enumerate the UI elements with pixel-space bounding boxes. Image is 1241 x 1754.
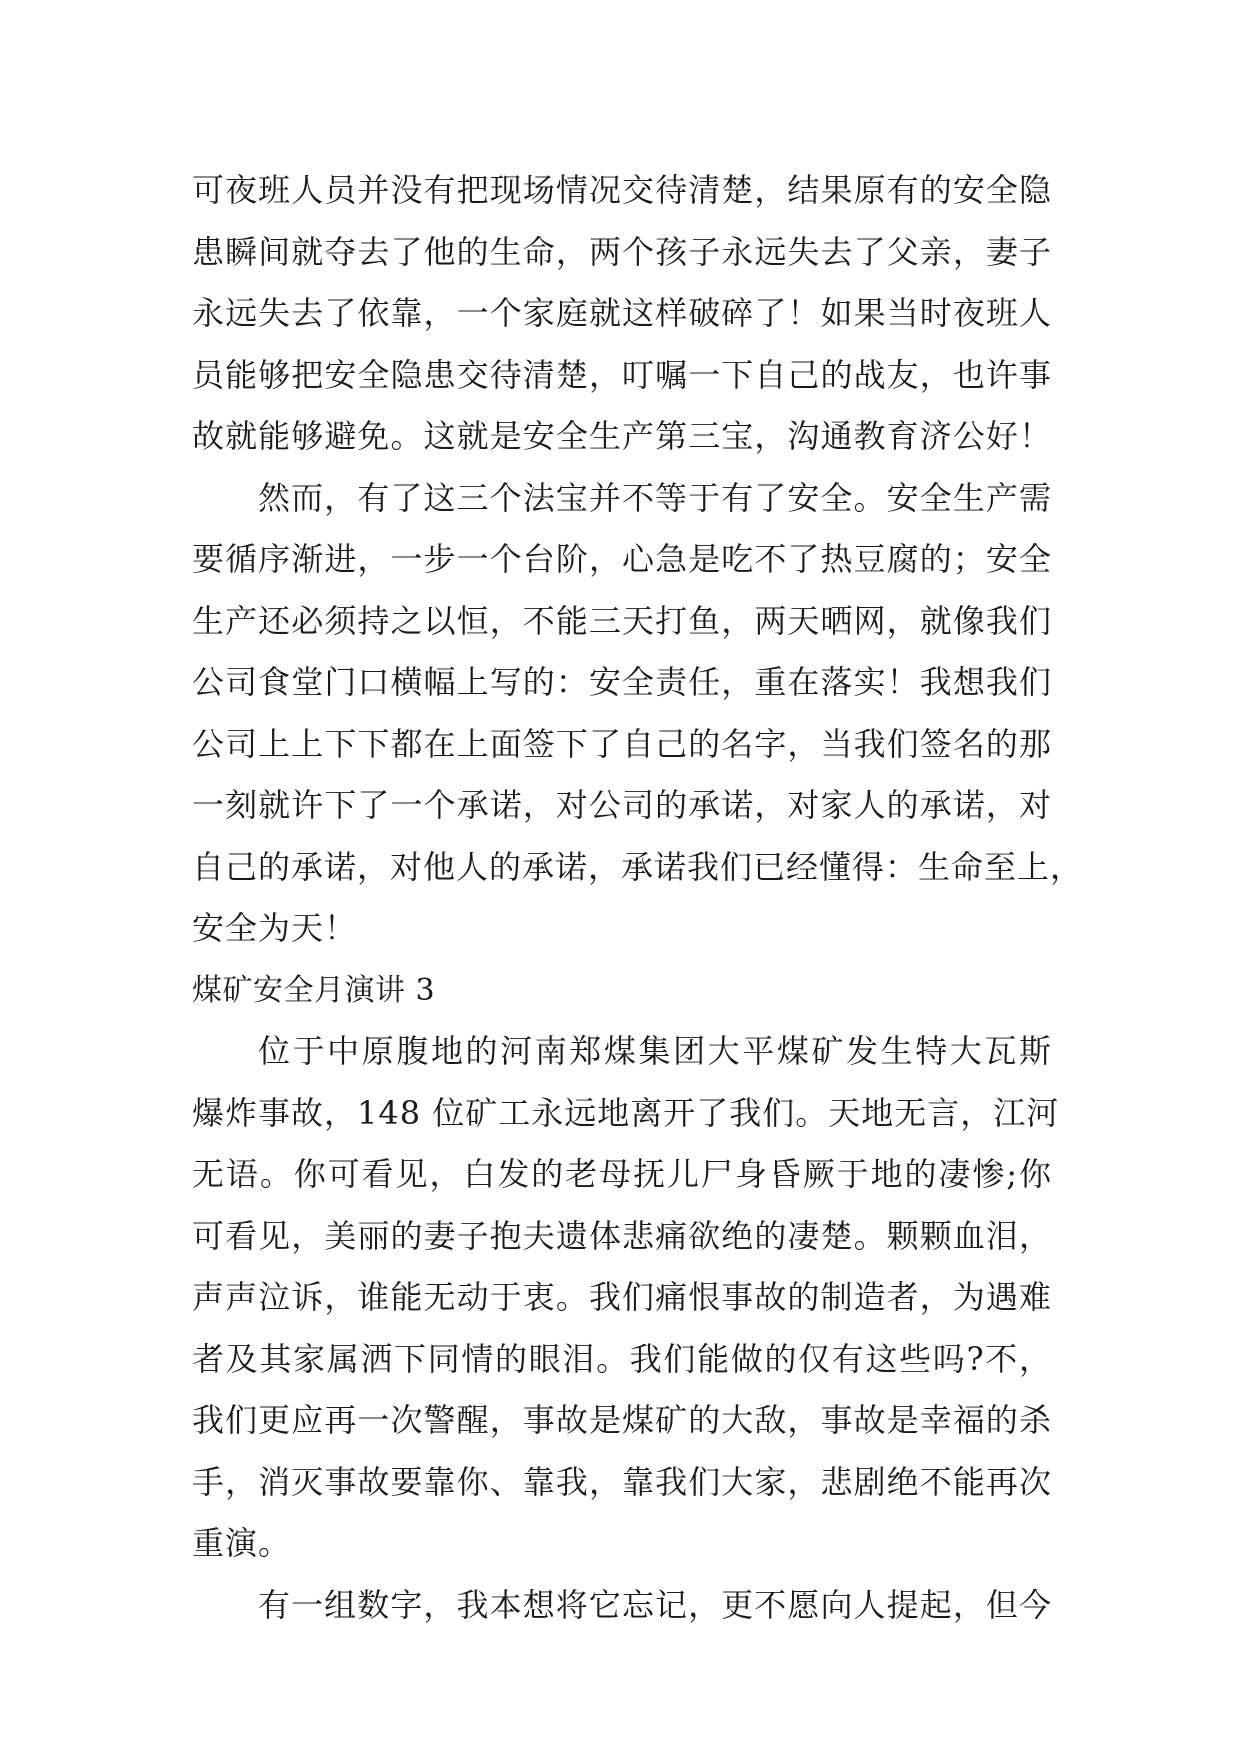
paragraph-4 [192,1575,1052,1637]
text-line: 安全为天！ [192,909,358,947]
text-line: 公司上上下下都在上面签下了自己的名字，当我们签名的那 [192,724,1052,763]
text-line: 生产还必须持之以恒，不能三天打鱼，两天晒网，就像我们 [192,601,1052,640]
text-line: 公司食堂门口横幅上写的：安全责任，重在落实！我想我们 [192,663,1052,701]
text-line: 重演。 [192,1524,292,1562]
text-line: 手，消灭事故要靠你、靠我，靠我们大家，悲剧绝不能再次 [192,1462,1052,1501]
text-line: 一刻就许下了一个承诺，对公司的承诺，对家人的承诺，对 [192,786,1052,824]
text-line: 要循序渐进，一步一个台阶，心急是吃不了热豆腐的；安全 [192,540,1052,578]
text-line: 患瞬间就夺去了他的生命，两个孩子永远失去了父亲，妻子 [192,232,1052,271]
text-line: 然而，有了这三个法宝并不等于有了安全。安全生产需 [258,478,1052,517]
text-line: 声声泣诉，谁能无动于衷。我们痛恨事故的制造者，为遇难 [192,1278,1052,1316]
paragraph-3 [192,1021,1060,1575]
text-line: 员能够把安全隐患交待清楚，叮嘱一下自己的战友，也许事 [192,355,1052,394]
text-line: 我们更应再一次警醒，事故是煤矿的大敌，事故是幸福的杀 [192,1401,1052,1439]
text-line: 自己的承诺，对他人的承诺，承诺我们已经懂得：生命至上， [192,847,1084,886]
text-line: 可夜班人员并没有把现场情况交待清楚，结果原有的安全隐 [192,171,1052,209]
text-line: 可看见，美丽的妻子抱夫遗体悲痛欲绝的凄楚。颗颗血泪， [192,1216,1052,1255]
text-line: 位于中原腹地的河南郑煤集团大平煤矿发生特大瓦斯 [258,1032,1052,1070]
text-line: 有一组数字，我本想将它忘记，更不愿向人提起，但今 [258,1585,1052,1624]
section-heading: 煤矿安全月演讲 3 [192,972,436,1008]
paragraph-2 [192,468,1084,960]
text-line: 故就能够避免。这就是安全生产第三宝，沟通教育济公好！ [192,417,1052,455]
text-line: 爆炸事故，148 位矿工永远地离开了我们。天地无言，江河 [192,1093,1060,1132]
paragraph-1 [192,160,1052,468]
text-line: 者及其家属洒下同情的眼泪。我们能做的仅有这些吗?不， [192,1339,1052,1378]
text-line: 永远失去了依靠，一个家庭就这样破碎了！如果当时夜班人 [192,294,1052,332]
text-line: 无语。你可看见，白发的老母抚儿尸身昏厥于地的凄惨;你 [192,1155,1052,1193]
document-body [192,160,1084,1636]
